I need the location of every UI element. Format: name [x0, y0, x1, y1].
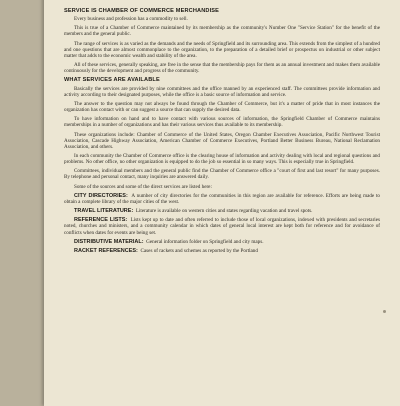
service-entry-city-directories	[64, 193, 380, 205]
paragraph: In each community the Chamber of Commerce office is the clearing house of information and activity dealing with local and regional questions and problems. No other office, no other organization is equipped to do the job so essential in so many ways. This is especially true in Springfield.	[64, 152, 380, 166]
paragraph: Some of the sources and some of the direct services are listed here:	[74, 183, 212, 190]
entry-text: Literature is available on western cities and states regarding vacation and travel spots.	[135, 208, 313, 215]
document-page	[44, 0, 400, 406]
entry-text: General information folder on Springfield and city maps.	[146, 238, 264, 245]
page-content	[64, 8, 380, 257]
service-entry-reference-lists	[64, 217, 380, 235]
entry-lead: CITY DIRECTORIES:	[74, 192, 128, 199]
service-entry-travel-literature	[64, 208, 380, 214]
paragraph: To have information on hand and to have contact with various sources of information, the Springfield Chamber of Commerce maintains memberships in a number of organizations and has their various services thus available to its membership.	[64, 116, 380, 129]
entry-lead: DISTRIBUTIVE MATERIAL:	[74, 238, 144, 245]
entry-lead: RACKET REFERENCES:	[74, 247, 138, 254]
service-entry-distributive-material	[64, 239, 380, 245]
section-heading-service: SERVICE IS CHAMBER OF COMMERCE MERCHANDISE	[64, 8, 220, 14]
paragraph: All of these services, generally speaking, are free in the sense that the membership pays for them as an annual investment and makes them available continuously for the development and progress of the community.	[64, 62, 380, 75]
paragraph: Basically the services are provided by nine committees and the office manned by an experienced staff. The committees provide information and activity according to their designated purposes, while the office is a basic source of information and service.	[64, 85, 380, 98]
entry-text: Cases of rackets and schemes as reported by the Portland	[140, 247, 258, 254]
paragraph: Committees, individual members and the general public find the Chamber of Commerce office a "court of first and last resort" for many purposes. By telephone and personal contact, many inquiries are answered daily.	[64, 168, 380, 181]
paragraph: Every business and profession has a commodity to sell.	[74, 16, 188, 23]
binder-hole	[383, 310, 386, 313]
section-heading-services-available: WHAT SERVICES ARE AVAILABLE	[64, 77, 160, 84]
entry-text: Lists kept up to date and often referred to include those of local organizations, indexed with presidents and secretaries noted, churches and ministers, and a community calendar in which dates of general local interest are kept both for reference and for avoidance of conflicts when dates for events are being set.	[64, 217, 380, 236]
entry-text: A number of city directories for the communities in this region are available for reference. Efforts are being made to obtain a complete library of the major cities of the west.	[64, 192, 381, 205]
paragraph: The answer to the question may not always be found through the Chamber of Commerce, but it's a matter of pride that in most instances the organization has contact with or can suggest a source that can supply the desired data.	[64, 100, 380, 114]
service-entry-racket-references	[64, 248, 380, 254]
entry-lead: REFERENCE LISTS:	[74, 217, 128, 224]
paragraph: This is true of a Chamber of Commerce maintained by its membership as the community's Number One "Service Station" for the benefit of the members and the general public.	[64, 25, 380, 38]
paragraph: These organizations include: Chamber of Commerce of the United States, Oregon Chamber Executives Association, Pacific Northwest Tourist Association, Cascade Highway Association, American Chamber of Commerce Executives, Portland Better Business Bureau, National Reclamation Association, and others.	[64, 131, 380, 150]
entry-lead: TRAVEL LITERATURE:	[74, 208, 134, 215]
paragraph: The range of services is as varied as the demands and the needs of Springfield and its surrounding area. This extends from the simplest of a hundred and one questions that are almost commonplace to the organization, to the preparation of a detailed brief or prospectus on industrial or other subject matter that adds to the economic wealth and stability of the area.	[64, 40, 380, 59]
